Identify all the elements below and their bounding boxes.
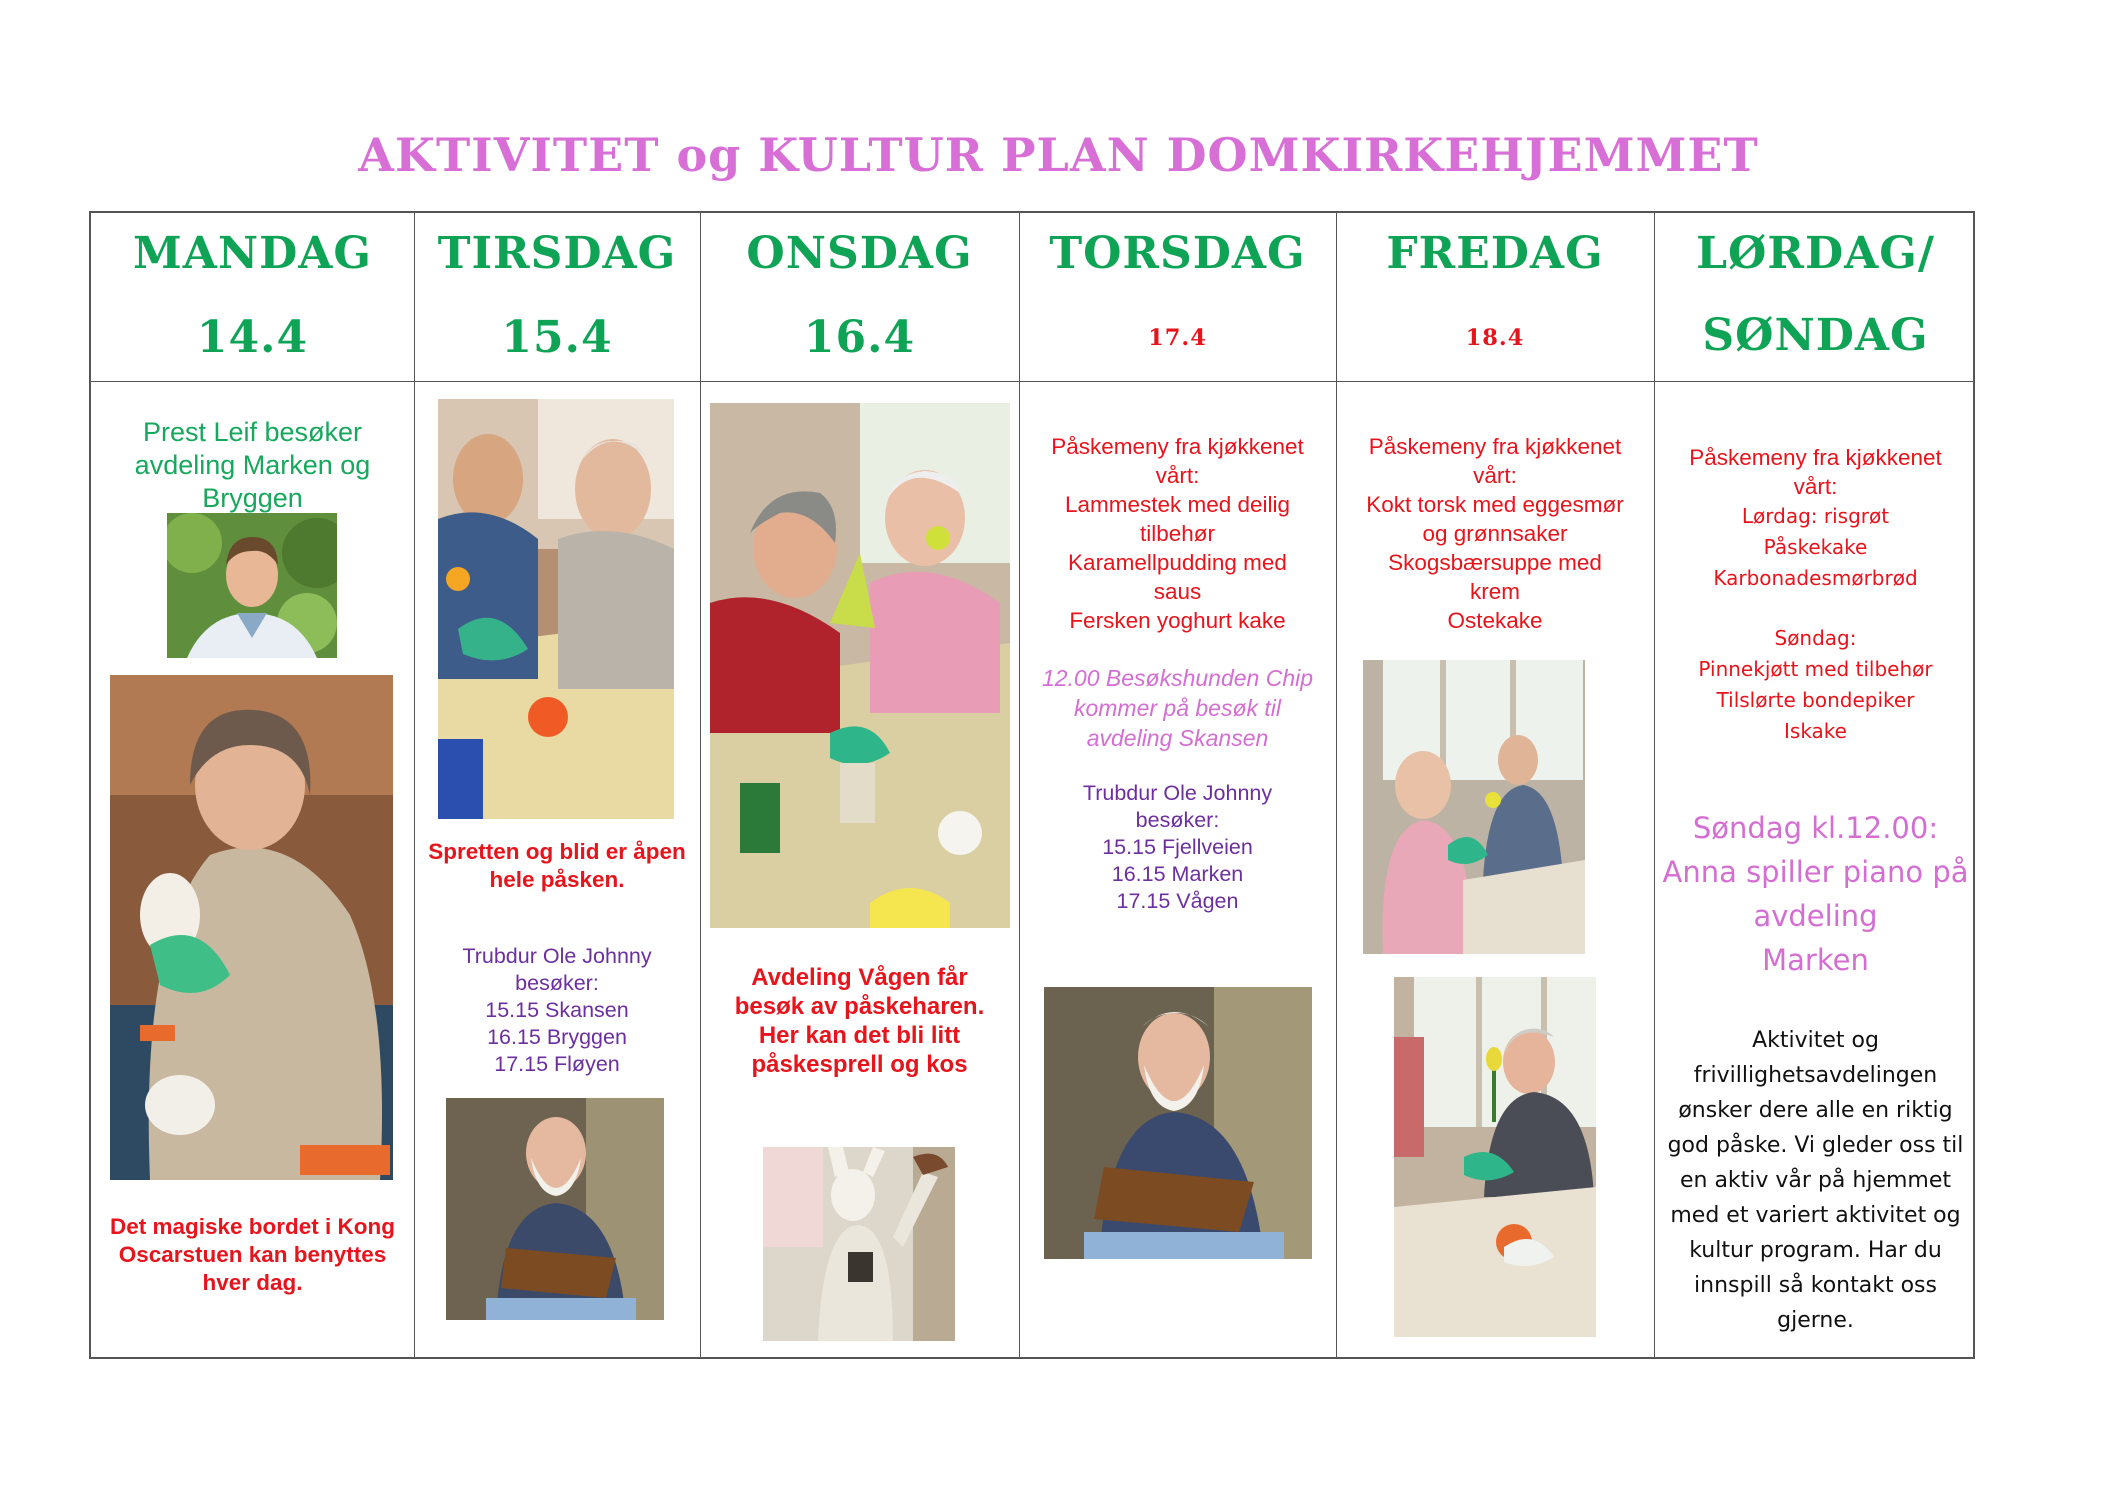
column-thursday <box>1019 213 1336 1357</box>
column-weekend <box>1654 213 1977 1357</box>
egg-painting-photo <box>110 675 393 1180</box>
easter-bunny-note: Avdeling Vågen får besøk av påskeharen. Her kan det bli litt påskesprell og kos <box>734 964 985 1078</box>
day-name: FREDAG <box>1386 228 1604 279</box>
sunday-menu: Søndag: Pinnekjøtt med tilbehør Tilslørte bondepiker Iskake <box>1698 626 1933 743</box>
guitarist-photo <box>1044 987 1312 1259</box>
header-friday <box>1336 213 1654 381</box>
easter-menu-thursday: Påskemeny fra kjøkkenet vårt: Lammestek med deilig tilbehør Karamellpudding med saus Fersken yoghurt kake <box>1051 434 1304 633</box>
troubadour-visits: Trubdur Ole Johnny besøker: 15.15 Fjellveien 16.15 Marken 17.15 Vågen <box>1082 781 1273 913</box>
page-title: AKTIVITET og KULTUR PLAN DOMKIRKEHJEMMET <box>358 128 1759 182</box>
magic-table-note: Det magiske bordet i Kong Oscarstuen kan benyttes hver dag. <box>109 1214 396 1295</box>
header-tuesday <box>414 213 700 381</box>
header-thursday <box>1019 213 1336 381</box>
column-monday <box>91 213 414 1357</box>
day-date: 15.4 <box>501 312 613 363</box>
priest-visit-text: Prest Leif besøker avdeling Marken og Bryggen <box>134 417 371 513</box>
easter-menu-friday: Påskemeny fra kjøkkenet vårt: Kokt torsk med eggesmør og grønnsaker Skogsbærsuppe med krem Ostekake <box>1366 434 1624 633</box>
day-name: ONSDAG <box>746 228 973 279</box>
troubadour-visits: Trubdur Ole Johnny besøker: 15.15 Skansen 16.15 Bryggen 17.15 Fløyen <box>462 944 652 1076</box>
painting-activity-photo <box>710 403 1010 928</box>
residents-crafting-photo <box>1363 660 1585 954</box>
column-tuesday <box>414 213 700 1357</box>
day-date: 17.4 <box>1148 325 1207 351</box>
header-weekend <box>1654 213 1977 381</box>
guitarist-photo <box>446 1098 664 1320</box>
schedule-table <box>89 211 1975 1359</box>
header-monday <box>91 213 414 381</box>
column-wednesday <box>700 213 1019 1357</box>
day-name: MANDAG <box>133 228 372 279</box>
header-wednesday <box>700 213 1019 381</box>
man-with-flower-photo <box>1394 977 1596 1337</box>
saturday-menu: Lørdag: risgrøt Påskekake Karbonadesmørbrød <box>1713 504 1918 590</box>
day-name: LØRDAG/ <box>1696 228 1935 279</box>
easter-greeting: Aktivitet og frivillighetsavdelingen ønsker dere alle en riktig god påske. Vi gleder oss til en aktiv vår på hjemmet med et variert aktivitet og kultur program. Har du innspill så kontakt oss gjerne. <box>1667 1028 1964 1333</box>
easter-menu-weekend-heading: Påskemeny fra kjøkkenet vårt: <box>1689 445 1942 499</box>
easter-bunny-photo <box>763 1147 955 1341</box>
day-date: 16.4 <box>803 312 916 363</box>
day-name: TIRSDAG <box>437 228 677 279</box>
day-name-sunday: SØNDAG <box>1702 310 1929 361</box>
crafting-photo <box>438 399 674 819</box>
piano-concert-note: Søndag kl.12.00: Anna spiller piano på avdeling Marken <box>1662 811 1969 977</box>
day-date: 14.4 <box>196 312 309 363</box>
spretten-note: Spretten og blid er åpen hele påsken. <box>428 839 686 892</box>
day-name: TORSDAG <box>1049 228 1306 279</box>
column-friday <box>1336 213 1654 1357</box>
day-date: 18.4 <box>1465 325 1525 351</box>
visiting-dog-note: 12.00 Besøkshunden Chip kommer på besøk til avdeling Skansen <box>1041 665 1314 751</box>
priest-portrait-photo <box>167 513 337 658</box>
